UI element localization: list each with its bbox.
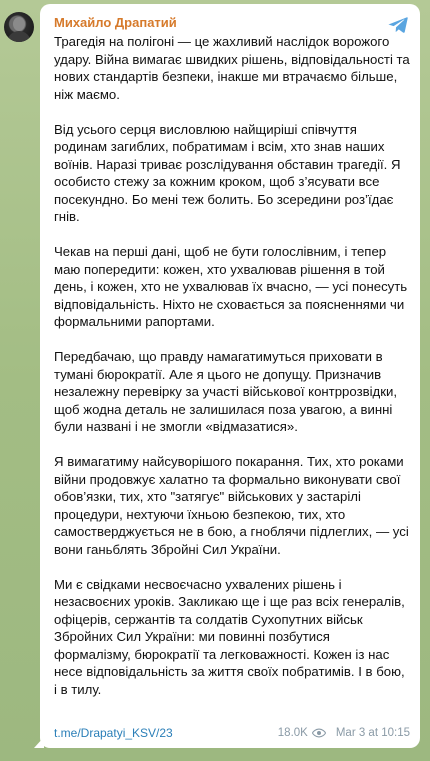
message-paragraph: Трагедія на полігоні — це жахливий наслідок ворожого удару. Війна вимагає швидких рішень, відповідальності та нових стандартів безпеки, інакше ми втрачаємо більше, ніж маємо. <box>54 34 410 102</box>
avatar-head <box>13 17 25 31</box>
timestamp: Mar 3 at 10:15 <box>335 727 410 739</box>
message-footer <box>54 726 410 740</box>
message-text <box>54 33 410 698</box>
view-count: 18.0K <box>277 727 308 739</box>
telegram-share-icon[interactable] <box>388 16 408 34</box>
avatar-shoulders <box>7 31 31 42</box>
message-meta <box>278 727 410 739</box>
message-paragraph: Від усього серця висловлюю найщиріші співчуття родинам загиблих, побратимам і всім, хто знав наших воїнів. Наразі триває розслідування обставин трагедії. Я особисто стежу за кожним кроком, щоб з’ясувати все посекундно. Бо мені теж болить. Бо зсередини роз’їдає гнів. <box>54 121 401 224</box>
avatar[interactable] <box>4 12 34 42</box>
post-link[interactable]: t.me/Drapatyi_KSV/23 <box>54 726 173 740</box>
message-paragraph: Ми є свідками несвоєчасно ухвалених рішень і незасвоєних уроків. Закликаю ще і ще раз всіх генералів, офіцерів, сержантів та солдатів Сухопутних військ Збройних Сил України: ми повинні позбутися формалізму, бюрократії та легковажності. Кожен із нас несе відповідальність за життя своїх побратимів. І в бою, і в тилу. <box>54 576 405 697</box>
author-name[interactable]: Михайло Драпатий <box>54 14 177 30</box>
message-header <box>54 11 410 33</box>
eye-icon <box>312 728 326 738</box>
message-paragraph: Я вимагатиму найсуворішого покарання. Тих, хто роками війни продовжує халатно та формально виконувати свої обов’язки, тих, хто "затягує" військових у застарілі процедури, нехтуючи їхньою безпекою, тих, хто самостверджується не в бою, а гноблячи підлеглих, — усі вони ганьблять Збройні Сил України. <box>54 454 409 557</box>
message-bubble <box>40 4 420 748</box>
message-paragraph: Чекав на перші дані, щоб не бути голослівним, і тепер маю попередити: кожен, хто ухвалював рішення в той день, і кожен, хто не ухвалював їх вчасно, — усі понесуть відповідальність. Ніхто не сховається за поясненнями чи формальними рапортами. <box>54 244 408 329</box>
message-paragraph: Передбачаю, що правду намагатимуться приховати в тумані бюрократії. Але я цього не допущу. Призначив незалежну перевірку за участі військової контррозвідки, щоб жодна деталь не залишилася поза увагою, а винні були названі і не змогли «відмазатися». <box>54 349 398 434</box>
